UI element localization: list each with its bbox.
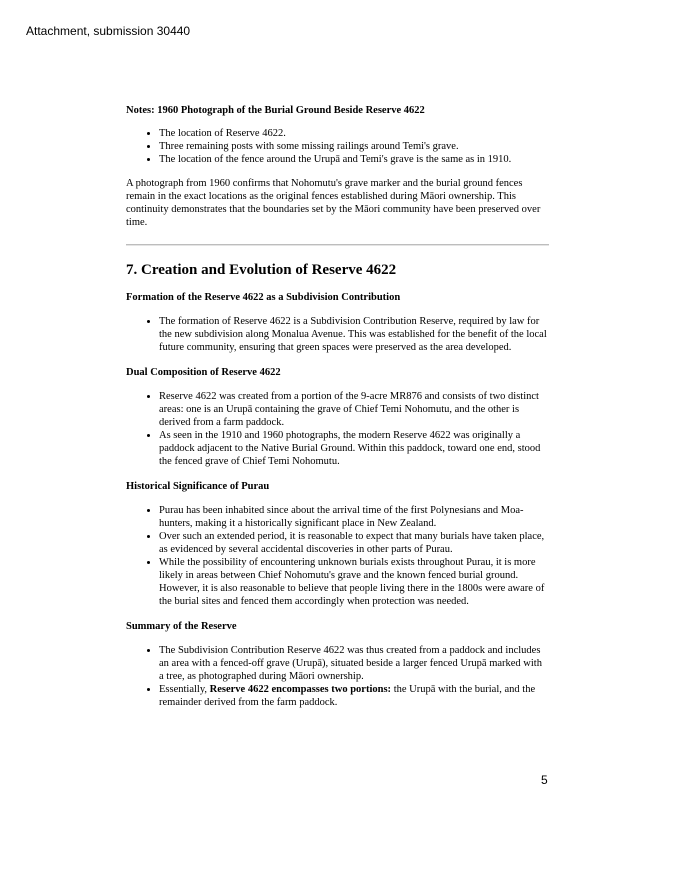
list-item: • As seen in the 1910 and 1960 photographs, the modern Reserve 4622 was originally a paddock adjacent to the Native Burial Ground. Within this paddock, toward one end, stood the fenced grave of Chief Temi Nohomutu. <box>159 429 549 468</box>
subsection-title-summary: Summary of the Reserve <box>126 621 237 632</box>
page-number: 5 <box>541 773 548 787</box>
summary-suffix: the Urupā with the burial, and the remainder derived from the farm paddock. <box>159 684 536 708</box>
summary-bold-text: Reserve 4622 encompasses two portions: <box>209 684 392 695</box>
list-item: • Purau has been inhabited since about the arrival time of the first Polynesians and Moa-hunters, making it a historically significant place in New Zealand. <box>159 504 549 530</box>
summary-prefix: Essentially, <box>159 684 210 695</box>
list-item: • Reserve 4622 was created from a portion of the 9-acre MR876 and consists of two distinct areas: one is an Urupā containing the grave of Chief Temi Nohomutu, and the other is derived from a farm paddock. <box>159 390 549 429</box>
subsection-title-historical-significance: Historical Significance of Purau <box>126 481 270 492</box>
notes-label: Notes <box>126 105 152 116</box>
subsection-title-formation: Formation of the Reserve 4622 as a Subdivision Contribution <box>126 292 401 303</box>
section-heading: 7. Creation and Evolution of Reserve 4622 <box>126 262 397 278</box>
section-divider <box>126 244 549 246</box>
list-item: • The location of Reserve 4622. <box>159 127 549 140</box>
dual-composition-list <box>126 390 549 468</box>
list-item: • The Subdivision Contribution Reserve 4622 was thus created from a paddock and includes an area with a fenced-off grave (Urupā), situated beside a larger fenced Urupā marked with a tree, as photographed during Māori ownership. <box>159 644 549 683</box>
notes-list <box>126 127 549 166</box>
notes-paragraph: A photograph from 1960 confirms that Nohomutu's grave marker and the burial ground fences remain in the exact locations as the original fences established during Māori ownership. This continuity demonstrates that the boundaries set by the Māori community have been preserved over time. <box>126 178 541 228</box>
list-item: • The location of the fence around the Urupā and Temi's grave is the same as in 1910. <box>159 153 549 166</box>
formation-list <box>126 315 549 354</box>
list-item: • Over such an extended period, it is reasonable to expect that many burials have taken place, as evidenced by several accidental discoveries in other parts of Purau. <box>159 530 549 556</box>
list-item <box>159 683 549 709</box>
document-body <box>126 104 549 709</box>
subsection-title-dual-composition: Dual Composition of Reserve 4622 <box>126 367 281 378</box>
notes-heading: Notes: 1960 Photograph of the Burial Ground Beside Reserve 4622 <box>126 105 425 116</box>
list-item: • The formation of Reserve 4622 is a Subdivision Contribution Reserve, required by law for the new subdivision along Monalua Avenue. This was established for the benefit of the local future community, ensuring that green spaces were preserved as the area developed. <box>159 315 549 354</box>
list-item: • While the possibility of encountering unknown burials exists throughout Purau, it is more likely in areas between Chief Nohomutu's grave and the known fenced burial ground. However, it is also reasonable to believe that people living there in the 1800s were aware of the burial sites and fenced them accordingly when protection was needed. <box>159 556 549 608</box>
list-item: • Three remaining posts with some missing railings around Temi's grave. <box>159 140 549 153</box>
page-header: Attachment, submission 30440 <box>26 24 191 38</box>
summary-list <box>126 644 549 709</box>
notes-title: 1960 Photograph of the Burial Ground Beside Reserve 4622 <box>157 105 425 116</box>
historical-significance-list <box>126 504 549 608</box>
